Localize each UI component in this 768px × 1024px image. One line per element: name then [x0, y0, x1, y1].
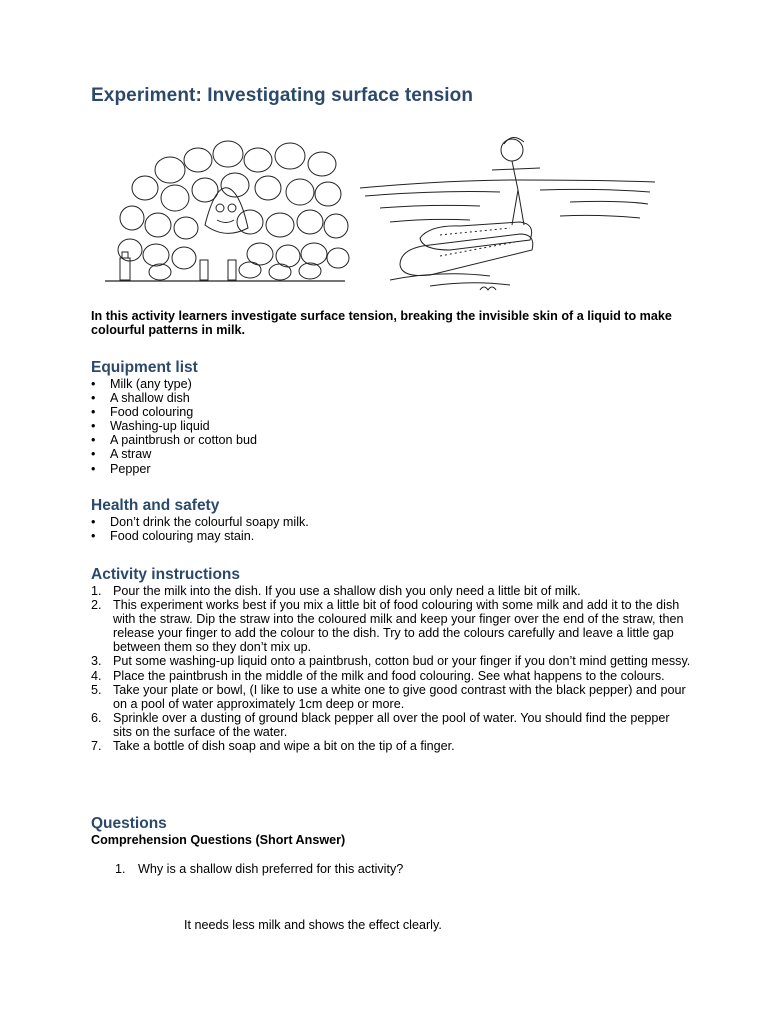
list-item: [91, 669, 691, 683]
item-text: Take your plate or bowl, (I like to use a white one to give good contrast with the black pepper) and pour on a pool of water approximately 1cm deep or more.: [113, 682, 686, 711]
list-item: • Food colouring may stain.: [91, 529, 309, 543]
surface-cartoon: [360, 137, 655, 290]
cartoon-illustration: [100, 130, 660, 300]
intro-text: In this activity learners investigate surface tension, breaking the invisible skin of a liquid to make colourful patterns in milk.: [91, 309, 672, 337]
item-number: 1.: [91, 584, 102, 598]
list-item: [91, 739, 691, 753]
list-item: [91, 584, 691, 598]
list-item: [91, 683, 691, 711]
questions-subheading: Comprehension Questions (Short Answer): [91, 833, 346, 847]
item-number: 6.: [91, 710, 102, 725]
item-text: Put some washing-up liquid onto a paintbrush, cotton bud or your finger if you don’t mind getting messy.: [113, 654, 691, 669]
page-title: Experiment: Investigating surface tension: [91, 85, 474, 106]
answer-1: It needs less milk and shows the effect clearly.: [184, 918, 442, 932]
item-text: Sprinkle over a dusting of ground black pepper all over the pool of water. You should find the pepper sits on the surface of the water.: [113, 710, 670, 739]
item-number: 4.: [91, 668, 102, 683]
item-number: 3.: [91, 654, 102, 669]
instructions-list: [91, 584, 691, 753]
question-number: 1.: [115, 862, 126, 876]
question-1: [115, 862, 403, 876]
item-number: 7.: [91, 739, 102, 754]
list-item: [91, 598, 691, 654]
list-item: [91, 711, 691, 739]
bubbles-cartoon: [105, 141, 349, 281]
safety-list: [91, 515, 309, 543]
list-item: • Pepper: [91, 462, 257, 476]
question-text: Why is a shallow dish preferred for this activity?: [138, 862, 404, 876]
item-text: Place the paintbrush in the middle of the milk and food colouring. See what happens to the colours.: [113, 668, 665, 683]
list-item: • Food colouring: [91, 405, 257, 419]
equipment-heading: Equipment list: [91, 359, 198, 376]
questions-heading: Questions: [91, 815, 167, 832]
safety-heading: Health and safety: [91, 497, 220, 514]
item-number: 2.: [91, 598, 102, 613]
list-item: • A paintbrush or cotton bud: [91, 433, 257, 447]
item-text: Take a bottle of dish soap and wipe a bit on the tip of a finger.: [113, 739, 455, 754]
list-item: • Milk (any type): [91, 377, 257, 391]
equipment-list: [91, 377, 257, 476]
item-number: 5.: [91, 682, 102, 697]
item-text: Pour the milk into the dish. If you use a shallow dish you only need a little bit of milk.: [113, 584, 581, 598]
list-item: • Don’t drink the colourful soapy milk.: [91, 515, 309, 529]
item-text: This experiment works best if you mix a little bit of food colouring with some milk and add it to the dish with the straw. Dip the straw into the coloured milk and keep your finger over the end of the straw, then release your finger to add the colour to the dish. Try to add the colours carefully and leave a little gap between them so they don’t mix up.: [113, 598, 684, 655]
list-item: • Washing-up liquid: [91, 419, 257, 433]
list-item: [91, 654, 691, 668]
list-item: • A shallow dish: [91, 391, 257, 405]
list-item: • A straw: [91, 447, 257, 461]
instructions-heading: Activity instructions: [91, 566, 240, 583]
